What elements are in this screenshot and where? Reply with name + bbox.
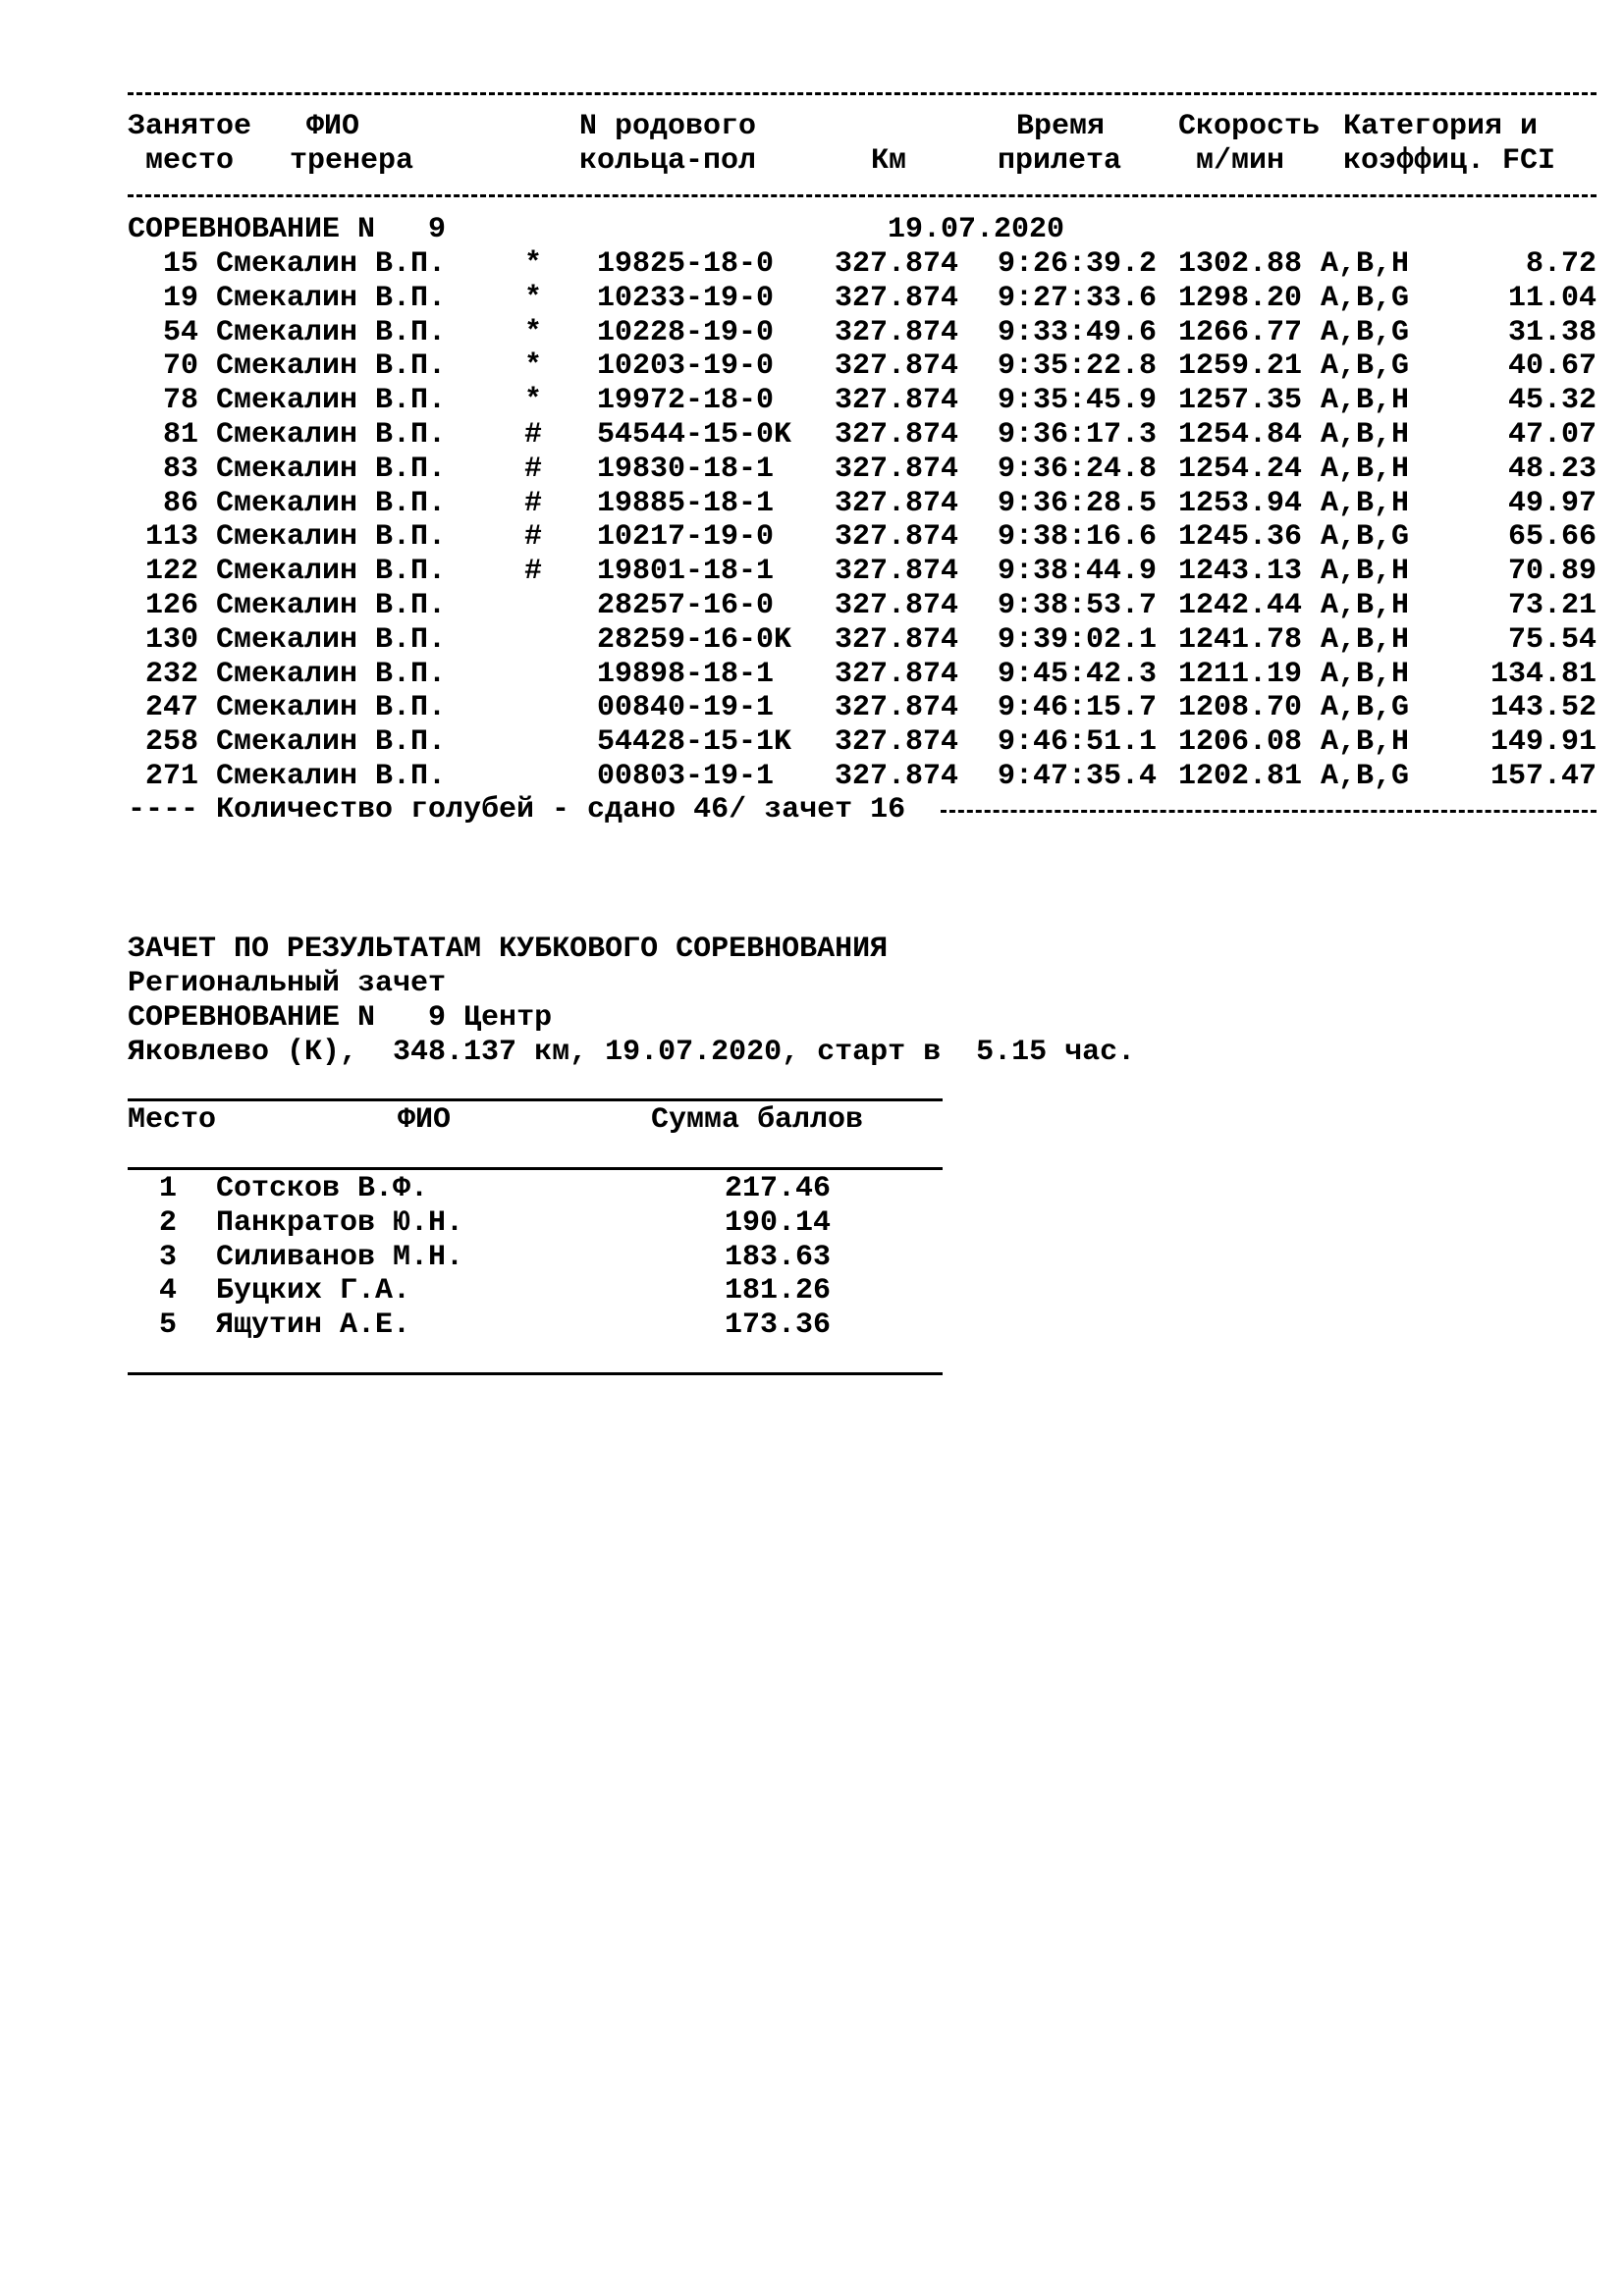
cell-time: 9:35:45.9: [998, 384, 1158, 418]
cell-name: Смекалин В.П.: [216, 725, 447, 760]
cell-time: 9:26:39.2: [998, 247, 1158, 281]
cell-speed: 1254.24: [1178, 452, 1303, 486]
header-name-2: тренера: [290, 144, 414, 178]
cell-coefficient: 8.72: [1525, 247, 1597, 281]
cell-coefficient: 75.54: [1507, 622, 1597, 657]
cell-place: 5: [158, 1308, 177, 1343]
cell-km: 327.874: [835, 281, 959, 315]
table-row: [0, 282, 1624, 316]
cell-name: Панкратов Ю.Н.: [216, 1205, 464, 1240]
cell-km: 327.874: [835, 760, 959, 793]
cup-header-score: Сумма баллов: [651, 1103, 864, 1137]
cell-category: A,B,H: [1321, 452, 1410, 486]
cell-coefficient: 48.23: [1507, 452, 1597, 486]
cup-subtitle: Региональный зачет: [128, 967, 447, 1000]
cell-speed: 1202.81: [1178, 760, 1303, 793]
cell-ring: 19825-18-0: [597, 247, 775, 281]
cell-mark: *: [524, 349, 543, 384]
cell-place: 15: [162, 247, 198, 281]
cup-table-bottom-rule: [128, 1372, 943, 1375]
cell-score: 217.46: [725, 1172, 832, 1205]
cup-title-line: [0, 933, 1624, 967]
cell-ring: 19830-18-1: [597, 452, 775, 486]
cup-header-rule: [128, 1167, 943, 1170]
table-row: [0, 487, 1624, 521]
cell-category: A,B,H: [1321, 589, 1410, 622]
header-category-2: коэффиц. FCI: [1343, 144, 1556, 178]
cell-name: Смекалин В.П.: [216, 281, 447, 315]
cup-header-name: ФИО: [398, 1103, 452, 1137]
cell-ring: 54544-15-0K: [597, 418, 792, 452]
cell-mark: #: [524, 486, 543, 520]
table-row: [0, 418, 1624, 453]
competition-title: СОРЕВНОВАНИЕ N 9: [128, 213, 447, 246]
cell-category: A,B,H: [1321, 247, 1410, 281]
cell-speed: 1266.77: [1178, 315, 1303, 349]
cell-time: 9:47:35.4: [998, 760, 1158, 793]
table-row: [0, 520, 1624, 555]
cell-name: Смекалин В.П.: [216, 452, 447, 486]
cup-details-line: [0, 1036, 1624, 1070]
cell-ring: 19972-18-0: [597, 384, 775, 418]
cup-details: Яковлево (К), 348.137 км, 19.07.2020, старт в 5.15 час.: [128, 1036, 1136, 1069]
cell-km: 327.874: [835, 725, 959, 760]
cell-time: 9:35:22.8: [998, 349, 1158, 384]
header-speed: Скорость: [1178, 110, 1321, 143]
cell-ring: 54428-15-1K: [597, 725, 792, 760]
cell-mark: #: [524, 520, 543, 555]
table-row: [0, 316, 1624, 350]
cell-speed: 1253.94: [1178, 486, 1303, 520]
header-time-2: прилета: [998, 144, 1122, 178]
cup-header-place: Место: [128, 1103, 217, 1137]
table-row: [0, 760, 1624, 794]
cell-place: 78: [162, 384, 198, 418]
cell-name: Буцких Г.А.: [216, 1274, 411, 1308]
cell-place: 70: [162, 349, 198, 384]
cell-km: 327.874: [835, 349, 959, 384]
cell-place: 122: [144, 555, 198, 589]
cell-category: A,B,G: [1321, 315, 1410, 349]
cell-ring: 00803-19-1: [597, 760, 775, 793]
cell-speed: 1259.21: [1178, 349, 1303, 384]
cell-time: 9:36:28.5: [998, 486, 1158, 520]
table-row: [0, 1308, 1624, 1343]
cell-category: A,B,G: [1321, 760, 1410, 793]
header-speed-2: м/мин: [1196, 144, 1285, 178]
header-km: Км: [871, 144, 907, 178]
table-row: [0, 349, 1624, 384]
cell-speed: 1243.13: [1178, 555, 1303, 589]
cell-time: 9:38:16.6: [998, 520, 1158, 555]
cell-speed: 1206.08: [1178, 725, 1303, 760]
cell-ring: 10228-19-0: [597, 315, 775, 349]
header-place-2: место: [145, 144, 235, 178]
cell-place: 232: [144, 657, 198, 691]
cell-coefficient: 40.67: [1507, 349, 1597, 384]
cell-km: 327.874: [835, 520, 959, 555]
cell-ring: 19885-18-1: [597, 486, 775, 520]
cell-category: A,B,G: [1321, 520, 1410, 555]
table-row: [0, 1172, 1624, 1206]
cell-speed: 1208.70: [1178, 691, 1303, 725]
summary-text: Количество голубей - сдано 46/ зачет 16: [216, 793, 906, 827]
cell-time: 9:33:49.6: [998, 315, 1158, 349]
table-row: [0, 453, 1624, 487]
cell-ring: 19801-18-1: [597, 555, 775, 589]
cell-name: Смекалин В.П.: [216, 622, 447, 657]
cell-ring: 00840-19-1: [597, 691, 775, 725]
cell-score: 173.36: [725, 1308, 832, 1343]
cell-time: 9:36:24.8: [998, 452, 1158, 486]
cell-speed: 1245.36: [1178, 520, 1303, 555]
header-top-rule: [128, 92, 1597, 95]
cell-place: 86: [162, 486, 198, 520]
header-ring-2: кольца-пол: [579, 144, 757, 178]
cell-mark: #: [524, 452, 543, 486]
cell-coefficient: 45.32: [1507, 384, 1597, 418]
cup-title: ЗАЧЕТ ПО РЕЗУЛЬТАТАМ КУБКОВОГО СОРЕВНОВАНИЯ: [128, 933, 889, 966]
cell-place: 126: [144, 589, 198, 622]
cell-name: Сотсков В.Ф.: [216, 1172, 429, 1205]
cell-km: 327.874: [835, 657, 959, 691]
summary-line: [0, 793, 1624, 828]
cell-time: 9:38:44.9: [998, 555, 1158, 589]
cell-speed: 1241.78: [1178, 622, 1303, 657]
table-row: [0, 691, 1624, 725]
cell-score: 183.63: [725, 1240, 832, 1274]
cell-category: A,B,H: [1321, 418, 1410, 452]
cell-speed: 1242.44: [1178, 589, 1303, 622]
cell-time: 9:27:33.6: [998, 281, 1158, 315]
cell-category: A,B,H: [1321, 725, 1410, 760]
cell-mark: *: [524, 315, 543, 349]
cell-ring: 10233-19-0: [597, 281, 775, 315]
cell-place: 271: [144, 760, 198, 793]
cell-km: 327.874: [835, 315, 959, 349]
summary-prefix: ----: [128, 793, 199, 827]
table-row: [0, 1206, 1624, 1241]
cell-time: 9:46:15.7: [998, 691, 1158, 725]
cell-km: 327.874: [835, 452, 959, 486]
cell-speed: 1298.20: [1178, 281, 1303, 315]
cell-mark: *: [524, 384, 543, 418]
cell-speed: 1257.35: [1178, 384, 1303, 418]
cell-coefficient: 73.21: [1507, 589, 1597, 622]
header-place: Занятое: [128, 110, 252, 143]
summary-rule: [941, 810, 1597, 813]
cell-category: A,B,H: [1321, 384, 1410, 418]
cell-score: 190.14: [725, 1205, 832, 1240]
cell-place: 19: [162, 281, 198, 315]
table-row: [0, 247, 1624, 282]
cell-km: 327.874: [835, 622, 959, 657]
cell-name: Силиванов М.Н.: [216, 1240, 464, 1274]
cell-time: 9:46:51.1: [998, 725, 1158, 760]
cell-place: 54: [162, 315, 198, 349]
cell-speed: 1211.19: [1178, 657, 1303, 691]
header-name: ФИО: [306, 110, 360, 143]
cup-header-row: [0, 1103, 1624, 1138]
table-row: [0, 658, 1624, 692]
cell-name: Смекалин В.П.: [216, 555, 447, 589]
cell-coefficient: 70.89: [1507, 555, 1597, 589]
cell-ring: 10203-19-0: [597, 349, 775, 384]
cell-km: 327.874: [835, 418, 959, 452]
header-time: Время: [1016, 110, 1106, 143]
cell-time: 9:38:53.7: [998, 589, 1158, 622]
cell-coefficient: 49.97: [1507, 486, 1597, 520]
cell-name: Смекалин В.П.: [216, 349, 447, 384]
cell-time: 9:39:02.1: [998, 622, 1158, 657]
cell-name: Смекалин В.П.: [216, 520, 447, 555]
cell-name: Смекалин В.П.: [216, 247, 447, 281]
cell-ring: 19898-18-1: [597, 657, 775, 691]
header-ring: N родового: [579, 110, 757, 143]
cell-coefficient: 143.52: [1489, 691, 1597, 725]
competition-line: [0, 213, 1624, 247]
cell-name: Смекалин В.П.: [216, 418, 447, 452]
cup-subtitle-line: [0, 967, 1624, 1001]
table-row: [0, 1241, 1624, 1275]
table-row: [0, 555, 1624, 589]
competition-date: 19.07.2020: [888, 213, 1065, 246]
cell-place: 81: [162, 418, 198, 452]
table-row: [0, 384, 1624, 418]
cell-name: Смекалин В.П.: [216, 760, 447, 793]
cell-coefficient: 157.47: [1489, 760, 1597, 793]
cell-coefficient: 31.38: [1507, 315, 1597, 349]
cell-name: Смекалин В.П.: [216, 691, 447, 725]
cell-speed: 1254.84: [1178, 418, 1303, 452]
cell-place: 247: [144, 691, 198, 725]
cell-place: 1: [158, 1172, 177, 1205]
cell-mark: *: [524, 247, 543, 281]
cell-category: A,B,H: [1321, 622, 1410, 657]
table-row: [0, 589, 1624, 623]
cell-place: 2: [158, 1205, 177, 1240]
cell-category: A,B,H: [1321, 555, 1410, 589]
cell-time: 9:36:17.3: [998, 418, 1158, 452]
cell-place: 258: [144, 725, 198, 760]
cell-coefficient: 11.04: [1507, 281, 1597, 315]
cell-km: 327.874: [835, 384, 959, 418]
header-row-1: [0, 110, 1624, 144]
header-category: Категория и: [1343, 110, 1539, 143]
cell-name: Смекалин В.П.: [216, 657, 447, 691]
cell-name: Смекалин В.П.: [216, 315, 447, 349]
cell-category: A,B,G: [1321, 281, 1410, 315]
cell-name: Ящутин А.Е.: [216, 1308, 411, 1343]
cell-place: 83: [162, 452, 198, 486]
table-row: [0, 1274, 1624, 1308]
cell-category: A,B,H: [1321, 657, 1410, 691]
cell-km: 327.874: [835, 691, 959, 725]
cell-place: 113: [144, 520, 198, 555]
cup-competition: СОРЕВНОВАНИЕ N 9 Центр: [128, 1001, 553, 1035]
cell-mark: #: [524, 418, 543, 452]
cell-coefficient: 47.07: [1507, 418, 1597, 452]
cell-ring: 10217-19-0: [597, 520, 775, 555]
cell-coefficient: 65.66: [1507, 520, 1597, 555]
cell-category: A,B,H: [1321, 486, 1410, 520]
cell-name: Смекалин В.П.: [216, 486, 447, 520]
header-row-2: [0, 144, 1624, 179]
cell-category: A,B,G: [1321, 691, 1410, 725]
cell-km: 327.874: [835, 589, 959, 622]
cell-time: 9:45:42.3: [998, 657, 1158, 691]
cell-km: 327.874: [835, 247, 959, 281]
cell-ring: 28259-16-0K: [597, 622, 792, 657]
cell-category: A,B,G: [1321, 349, 1410, 384]
cell-mark: *: [524, 281, 543, 315]
cell-km: 327.874: [835, 486, 959, 520]
cell-ring: 28257-16-0: [597, 589, 775, 622]
cell-mark: #: [524, 555, 543, 589]
cup-table-top-rule: [128, 1098, 943, 1101]
cell-place: 4: [158, 1274, 177, 1308]
cell-place: 3: [158, 1240, 177, 1274]
table-row: [0, 725, 1624, 760]
header-bottom-rule: [128, 194, 1597, 197]
table-row: [0, 623, 1624, 658]
cell-coefficient: 134.81: [1489, 657, 1597, 691]
cell-km: 327.874: [835, 555, 959, 589]
cup-competition-line: [0, 1001, 1624, 1036]
cell-place: 130: [144, 622, 198, 657]
cell-coefficient: 149.91: [1489, 725, 1597, 760]
cell-score: 181.26: [725, 1274, 832, 1308]
cell-name: Смекалин В.П.: [216, 384, 447, 418]
cell-speed: 1302.88: [1178, 247, 1303, 281]
cell-name: Смекалин В.П.: [216, 589, 447, 622]
